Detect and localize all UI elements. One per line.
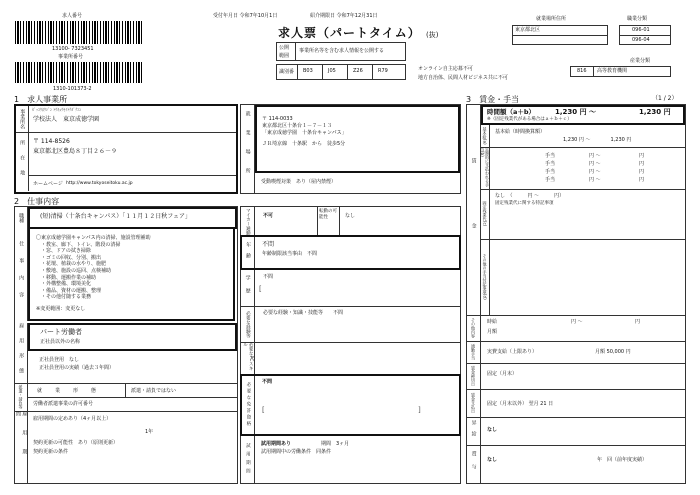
koyo-label: 雇用形態 <box>18 323 25 383</box>
kigen-date: 紹介期限日 令和7年12月31日 <box>310 13 378 19</box>
koshin-joken: 契約更新の条件 <box>33 449 69 455</box>
jikyu-to: 1,230 円 <box>639 108 671 116</box>
kihon-a-cell <box>481 125 490 147</box>
chingin-label: 賃金 <box>470 158 477 288</box>
teate-2: 手当 <box>545 161 556 167</box>
shoyo-label-cell <box>467 445 481 483</box>
haken-label-cell <box>15 383 28 411</box>
chingin-label-cell <box>467 105 481 341</box>
shikibetsu-label: 識別番 <box>279 69 295 75</box>
work-addr-box <box>255 105 460 173</box>
chiho-note: 地方自治体、民間人材ビジネス共に不可 <box>418 75 508 81</box>
uketsuke-date: 受付年月日 令和7年10月1日 <box>213 13 278 19</box>
shokyu-label-cell <box>467 417 481 445</box>
menkyo-box <box>240 374 461 436</box>
haken-label: 派遣・請負等 <box>18 385 24 409</box>
koshin-value: 契約更新の可能性 あり（原則更新） <box>33 440 119 446</box>
sonota-from: 円 〜 <box>571 319 583 325</box>
naiyo-label-cell <box>15 229 28 321</box>
jigyosho-name: 学校法人 東京成徳学園 <box>33 116 100 123</box>
naiyo-list <box>36 235 151 313</box>
sangyo-label: 産業分類 <box>630 58 651 64</box>
jigyosho-addr: 東京都北区豊島８丁目２６－９ <box>33 148 118 155</box>
kotei-c-cell <box>481 189 490 239</box>
koyo-box <box>28 323 237 351</box>
shoyo-label: 賞与 <box>470 451 477 477</box>
naiyo-box <box>28 229 235 321</box>
shokyu-value: なし <box>487 427 498 433</box>
seishain: 正社員登用 なし <box>39 357 80 363</box>
jigyosho-box <box>14 104 238 194</box>
section-2-heading: 2 仕事内容 <box>14 197 60 206</box>
kyujin-no-label: 求人番号 <box>62 13 83 19</box>
hp-url[interactable]: http://www.tokyoseitoku.ac.jp <box>66 181 133 186</box>
name-label: 事業所名 <box>19 109 26 129</box>
kikan-label: 雇用期間 <box>15 411 28 468</box>
kotei-value: なし （ 円 〜 円） <box>495 193 565 199</box>
sangyo-code: 816 <box>577 68 587 74</box>
koukai-box <box>276 42 406 61</box>
shiyo-period: 期間 3ヶ月 <box>321 441 350 447</box>
name-label-cell <box>16 106 29 132</box>
koyo-value: パート労働者 <box>40 328 82 336</box>
addr-label: 所在地 <box>19 139 26 185</box>
shoyo-value: なし <box>487 457 498 463</box>
shokushu-label-cell <box>15 207 28 229</box>
naiyo-line-5: ・花壇、植栽の水やり、施肥 <box>41 261 107 268</box>
work-label: 就業場所 <box>244 111 251 187</box>
sonota-naiyo-cell <box>467 315 481 341</box>
code-2: J05 <box>328 68 336 74</box>
koyo-note: 正社員以外の名称 <box>40 339 81 345</box>
kihon-value: 1,230 円 〜 1,230 円 <box>563 137 632 143</box>
menkyo-bracket-left: [ <box>262 406 265 414</box>
naiyo-line-7: ・移動、運搬作業の補助 <box>41 274 97 281</box>
work-addr2: 「東京成徳学園 十条台キャンパス」 <box>262 130 347 136</box>
koukai-label: 公開範囲 <box>279 45 290 59</box>
work-label-cell <box>241 105 255 193</box>
online-note: オンライン自主応募不可 <box>418 66 473 72</box>
kikan-label-cell <box>15 411 28 483</box>
section-1-heading: 1 求人事業所 <box>14 95 68 104</box>
jikyu-from: 1,230 円 〜 <box>555 108 597 116</box>
shikibetsu-box <box>276 64 406 80</box>
work-location-box <box>240 104 461 194</box>
teate-4: 手当 <box>545 177 556 183</box>
hp-label: ホームページ <box>33 181 63 187</box>
code-4: R79 <box>378 68 388 74</box>
shokushu-value: (短)清掃（十条台キャンパス）「１１月１２日秋フェア」 <box>40 213 191 220</box>
page-indicator: （1 / 2） <box>652 95 678 102</box>
shigoto-box <box>14 206 238 484</box>
shimebi-label: 賃金締切日 <box>471 366 476 386</box>
mycar-value: 不可 <box>263 213 274 219</box>
naiyo-label: 仕事内容 <box>18 241 25 309</box>
nenrei-jiyu: 年齢制限該当事由 不問 <box>262 251 318 257</box>
shokushu-box <box>28 207 237 229</box>
shugyo-box <box>512 25 608 45</box>
jikyu-label: 時間額（a＋b） <box>487 108 536 116</box>
koukai-value: 事業所名等を含む求人情報を公開する <box>299 48 385 54</box>
kihon-a-label: 基本給(a) <box>482 127 488 145</box>
naiyo-line-2: ・教室、廊下、トイレ、階段の清掃 <box>41 241 121 248</box>
kyujin-barcode <box>15 21 143 44</box>
smoke-policy: 受動喫煙対策 あり（屋内禁煙） <box>261 179 337 185</box>
shimebi-value: 固定（月末） <box>487 371 518 377</box>
nenrei-label-cell <box>242 237 255 268</box>
mycar-label-cell <box>241 207 255 235</box>
sonota-kinyu: 月額 <box>487 329 498 335</box>
haken-kyoka: 労働者派遣事業の許可番号 <box>33 401 94 407</box>
kyujin-no: 13100- 7323451 <box>52 46 94 52</box>
gakureki-bracket: [ <box>259 285 262 293</box>
teate-b-cell <box>481 147 490 189</box>
teate-3: 手当 <box>545 169 556 175</box>
henko-range: ※変更範囲：変更なし <box>36 305 86 312</box>
naiyo-line-8: ・外構整備、環境美化 <box>41 281 92 288</box>
tenkin-value: なし <box>345 213 356 219</box>
nenrei-box <box>240 235 461 270</box>
menkyo-value: 不問 <box>262 379 273 385</box>
naiyo-line-4: ・ゴミの回収、分別、搬出 <box>41 254 102 261</box>
teate-2-to: 円 <box>639 161 645 167</box>
seishain-jisseki: 正社員登用の実績（過去３年間） <box>39 365 115 371</box>
shiyo-label-cell <box>241 436 255 483</box>
joken-box <box>240 206 461 484</box>
kihon-label: 基本給（時間換算額） <box>495 129 546 135</box>
addr-label-cell <box>16 133 29 191</box>
sonota-d-label: その他の手当付記事項(d) <box>482 254 488 300</box>
shokugyo-box <box>619 25 671 45</box>
menkyo-label-cell <box>242 376 255 434</box>
section-3-heading: 3 賃金・手当 <box>466 95 520 104</box>
shiharai-value: 固定（月末以外） 翌月 21 日 <box>487 401 554 407</box>
kikan-year: 1年 <box>145 429 154 435</box>
shokugyo-label: 職業分類 <box>627 16 648 22</box>
tsukin-value: 実費支給（上限あり） <box>487 349 538 355</box>
jigyosho-no-label: 事業所番号 <box>58 54 84 60</box>
chingin-box <box>466 104 686 484</box>
shugyo-label: 就業場所住所 <box>536 16 567 22</box>
teate-4-from: 円 〜 <box>589 177 601 183</box>
naiyo-line-10: ・その他付随する業務 <box>41 294 92 301</box>
naiyo-line-1: 〇東京成徳学園キャンパス内の清掃、施設管理補助 <box>36 235 151 241</box>
tsukin-max: 月額 50,000 円 <box>595 349 631 355</box>
sonota-to: 円 <box>635 319 641 325</box>
jikyu-box <box>481 105 685 125</box>
keiken-label-cell <box>241 306 255 342</box>
shiyo-label: 試用期間 <box>245 442 251 477</box>
nenrei-label: 年齢 <box>245 241 252 264</box>
teate-3-to: 円 <box>639 169 645 175</box>
naiyo-line-3: ・窓、ドアの拭き掃除 <box>41 248 91 255</box>
work-access: ＪＲ埼京線 十条駅 から 徒歩5分 <box>262 141 346 147</box>
menkyo-bracket-right: ] <box>418 406 421 414</box>
shokyu-label: 昇給 <box>470 420 477 442</box>
page-title: 求人票（パートタイム） <box>278 26 421 40</box>
naiyo-line-9: ・備品、資材の運搬、整理 <box>41 287 102 294</box>
jikyu-note: ※（固定残業代がある場合はａ＋ｂ＋ｃ） <box>487 117 572 122</box>
sonota-jiko: 時給 <box>487 319 498 325</box>
code-1: B03 <box>303 68 313 74</box>
gakureki-label-cell <box>241 270 255 306</box>
teate-2-from: 円 〜 <box>589 161 601 167</box>
keiken-label: 必要な経験等 <box>245 310 251 338</box>
pc-label-cell <box>241 342 255 374</box>
pc-label: 必要なPCスキル <box>242 342 254 371</box>
shiharai-label-cell <box>467 389 481 417</box>
page-kind: (抜) <box>426 31 439 39</box>
teate-3-from: 円 〜 <box>589 169 601 175</box>
shiyo-cond: 試用期間中の労働条件 同条件 <box>261 449 332 455</box>
nenrei-value: 不問 <box>262 241 275 248</box>
shiharai-label: 賃金支払日 <box>471 393 476 413</box>
naiyo-line-6: ・敷地、施設の巡回、点検補助 <box>41 267 112 274</box>
jigyosho-zip: 〒 114-8526 <box>33 138 70 145</box>
tenkin-label: 転勤の可能性 <box>319 209 337 220</box>
sangyo-name: 高等教育機関 <box>597 68 628 74</box>
gakureki-label: 学歴 <box>244 275 251 301</box>
teate-1-to: 円 <box>639 153 645 159</box>
mycar-label: マイカー通勤 <box>245 207 251 235</box>
jigyosho-no: 1310-101373-2 <box>53 86 92 92</box>
kotei-note: 固定残業代に関する特記事項 <box>495 201 554 206</box>
code-3: Z26 <box>353 68 363 74</box>
sangyo-box <box>570 66 671 77</box>
teate-4-to: 円 <box>639 177 645 183</box>
tsukin-label-cell <box>467 341 481 363</box>
teate-1: 手当 <box>545 153 556 159</box>
menkyo-label: 必要な免許資格 <box>245 382 251 428</box>
haken-shugyo: 就 業 形 態 <box>37 388 101 394</box>
shokugyo-1: 096-01 <box>632 27 650 33</box>
haken-value: 派遣・請負ではない <box>131 388 177 394</box>
shokushu-label: 職種 <box>18 213 25 223</box>
work-addr1: 東京都北区十条台１－７－１３ <box>262 123 333 129</box>
jigyosho-barcode <box>15 62 143 83</box>
keiken-value: 必要な経験・知識・技能等 不問 <box>263 310 344 316</box>
kikan-value: 雇用期間の定めあり（4ヶ月以上） <box>33 416 112 422</box>
shugyo-value: 東京都北区 <box>515 27 541 33</box>
gakureki-value: 不問 <box>263 274 274 280</box>
koyo-label-cell <box>15 323 28 383</box>
kotei-c-label: 固定残業代(c) <box>482 201 488 227</box>
teate-b-label: 定額的に支払われる手当(b) <box>480 147 490 187</box>
work-zip: 〒 114-0033 <box>262 116 293 122</box>
shiyo-value: 試用期間あり <box>261 441 292 447</box>
sonota-d-cell <box>481 239 490 315</box>
teate-1-from: 円 〜 <box>589 153 601 159</box>
shimebi-label-cell <box>467 363 481 389</box>
name-kana: ｶﾞｯｺｳﾎｳｼﾞﾝ ﾄｳｷｮｳｾｲﾄｸｶﾞｸｴﾝ <box>32 107 82 112</box>
shokugyo-2: 096-04 <box>632 37 650 43</box>
shoyo-note: 年 回（前年度実績） <box>597 457 648 463</box>
tsukin-label: 通勤手当 <box>471 344 476 360</box>
sonota-naiyo-label: その他内容 <box>471 318 476 338</box>
